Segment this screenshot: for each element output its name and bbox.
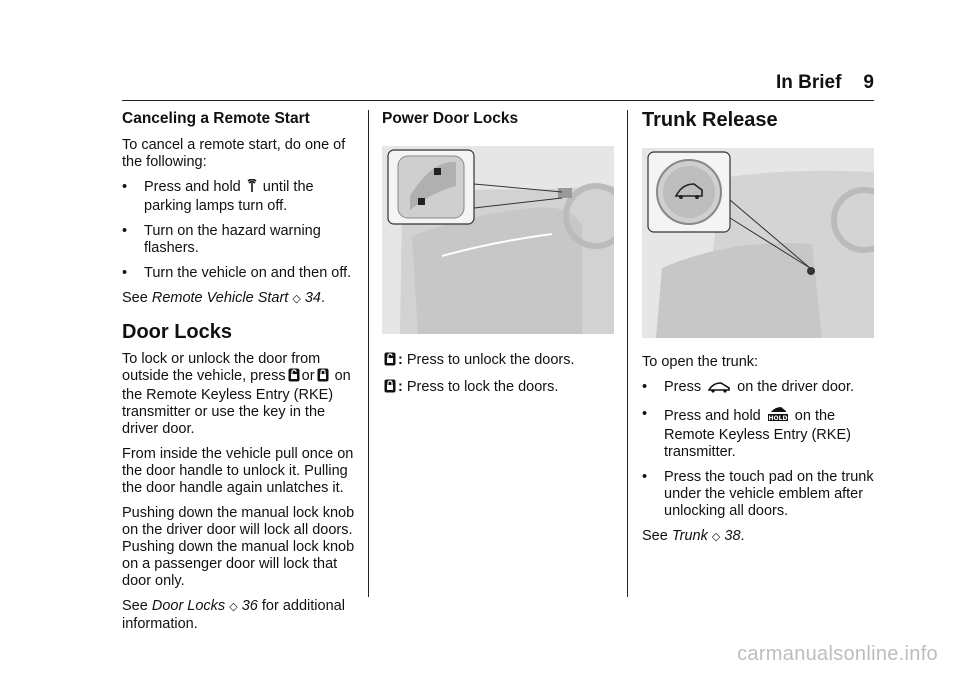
door-locks-para-3: Pushing down the manual lock knob on the driver door will lock all doors. Pushing down the manual lock knob on a passenger door will lock that door only.: [122, 505, 355, 589]
column-3-body: [642, 354, 874, 554]
see-remote-vehicle-start: See Remote Vehicle Start ◇ 34.: [122, 290, 326, 306]
column-3: [642, 110, 874, 139]
heading-cancel-remote-start: Canceling a Remote Start: [122, 110, 310, 127]
cancel-bullet-1: • Press and hold until the parking lamps turn off.: [122, 179, 314, 214]
unlock-key-icon: [288, 368, 300, 387]
running-header: [776, 72, 874, 94]
trunk-intro: To open the trunk:: [642, 354, 759, 370]
heading-power-door-locks: Power Door Locks: [382, 110, 519, 127]
watermark: carmanualsonline.info: [737, 643, 938, 665]
heading-door-locks: Door Locks: [122, 321, 233, 343]
column-1: [122, 110, 358, 641]
trunk-bullet-3: • Press the touch pad on the trunk under the vehicle emblem after unlocking all doors.: [642, 469, 874, 519]
cancel-bullet-3: • Turn the vehicle on and then off.: [122, 265, 352, 281]
column-2-legend: [382, 352, 618, 406]
column-divider-2: [627, 110, 628, 597]
door-locks-para-2: From inside the vehicle pull once on the door handle to unlock it. Pulling the door handle again unlatches it.: [122, 446, 354, 496]
svg-text:HOLD: HOLD: [768, 415, 788, 422]
column-divider-1: [368, 110, 369, 597]
unlock-legend: : Press to unlock the doors.: [382, 352, 618, 371]
trunk-release-icon: [707, 381, 731, 398]
header-rule: [122, 100, 874, 101]
power-door-lock-illustration: [382, 146, 614, 334]
remote-start-icon: [247, 179, 257, 198]
see-trunk: See Trunk ◇ 38.: [642, 528, 745, 544]
lock-key-icon: [317, 368, 329, 387]
unlock-key-icon: [384, 352, 396, 371]
trunk-release-illustration: [642, 148, 874, 338]
cancel-bullet-2: • Turn on the hazard warning flashers.: [122, 223, 321, 256]
trunk-bullet-2: • Press and hold HOLD on the Remote Keyless Entry (RKE) transmitter.: [642, 406, 851, 460]
column-2: [382, 110, 618, 137]
page-number: 9: [863, 72, 874, 93]
door-locks-para-1: To lock or unlock the door from outside the vehicle, press or on the Remote Keyless Entry (RKE) transmitter or use the key in the driver door.: [122, 351, 351, 437]
cancel-intro: To cancel a remote start, do one of the following:: [122, 137, 346, 170]
see-door-locks: See Door Locks ◇ 36 for additional information.: [122, 598, 345, 632]
hold-trunk-icon: [767, 406, 789, 427]
heading-trunk-release: Trunk Release: [642, 109, 778, 131]
section-title: In Brief: [775, 72, 842, 93]
lock-key-icon: [384, 379, 396, 398]
trunk-bullet-1: • Press on the driver door.: [642, 379, 874, 398]
lock-legend: : Press to lock the doors.: [382, 379, 618, 398]
